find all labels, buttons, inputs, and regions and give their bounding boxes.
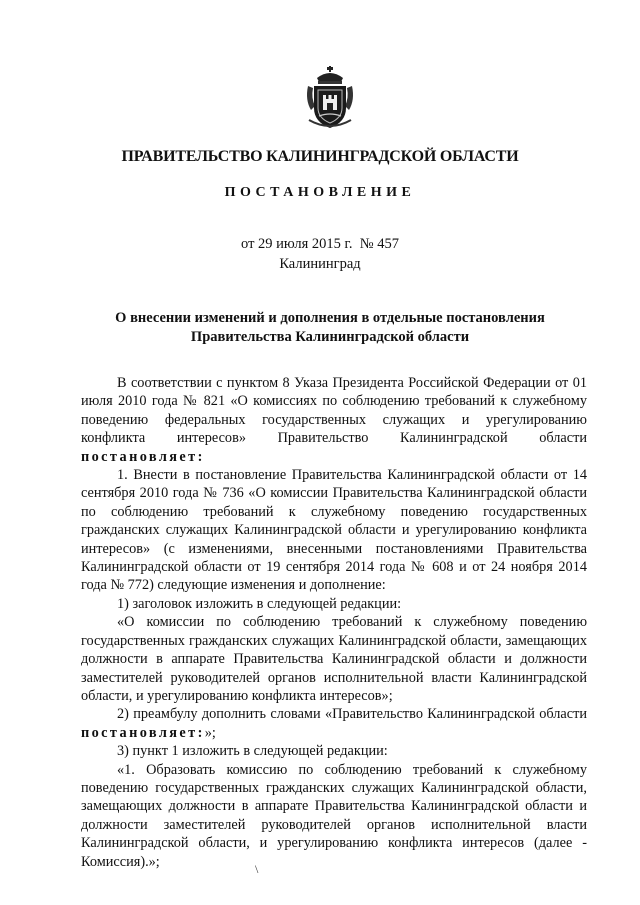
paragraph-preamble (81, 374, 587, 466)
government-title: ПРАВИТЕЛЬСТВО КАЛИНИНГРАДСКОЙ ОБЛАСТИ (121, 148, 519, 165)
subject-line-1: О внесении изменений и дополнения в отдельные постановления (115, 310, 545, 326)
date-prefix: от (241, 236, 255, 252)
document-subject (80, 309, 580, 347)
paragraph-new-title: «О комиссии по соблюдению требований к служебному поведению государственных гражданских служащих Калининградской области, замещающих должности в аппарате Правительства Калининградской области и должности заместителей руководителей органов исполнительной власти Калининградской области, и урегулированию конфликта интересов»; (81, 614, 587, 704)
document-number: № 457 (359, 236, 399, 252)
paragraph-item-1: 1. Внести в постановление Правительства Калининградской области от 14 сентября 2010 года № 736 «О комиссии Правительства Калининградской области по соблюдению требований к служебному поведению государственных гражданских служащих Калининградской области и урегулированию конфликта интересов» (с изменениями, внесенными постановлениями Правительства Калининградской области от 19 сентября 2014 года № 608 и от 24 ноября 2014 года № 772) следующие изменения и дополнение: (81, 467, 587, 594)
document-date: 29 июля 2015 г. (258, 236, 353, 252)
coat-of-arms-emblem (305, 66, 355, 132)
city: Калининград (279, 256, 361, 272)
decree-word: постановляет: (81, 448, 205, 465)
paragraph-subitem-3: 3) пункт 1 изложить в следующей редакции: (117, 743, 388, 760)
paragraph-subitem-1: 1) заголовок изложить в следующей редакции: (117, 595, 402, 612)
paragraph-subitem-2 (81, 705, 587, 742)
paragraph-new-item-1: «1. Образовать комиссию по соблюдению требований к служебному поведению государственных гражданских служащих Калининградской области, замещающих должности в аппарате Правительства Калининградской области и должности заместителей руководителей органов исполнительной власти Калининградской области, и урегулированию конфликта интересов (далее - Комиссия).»; (81, 761, 587, 870)
date-line (0, 236, 640, 253)
scan-mark: \ (255, 862, 259, 876)
preamble-text: В соответствии с пунктом 8 Указа Президента Российской Федерации от 01 июля 2010 года № 821 «О комиссиях по соблюдению требований к служебному поведению федеральных государственных служащих и урегулированию конфликта интересов» Правительство Калининградской области (81, 375, 587, 447)
subitem-2-text: 2) преамбулу дополнить словами «Правительство Калининградской области (117, 706, 587, 723)
decree-word-quoted: постановляет: (81, 724, 205, 741)
document-body (81, 374, 587, 871)
subitem-2-end: »; (204, 724, 216, 741)
document-type: ПОСТАНОВЛЕНИЕ (224, 185, 416, 200)
subject-line-2: Правительства Калининградской области (190, 329, 470, 345)
